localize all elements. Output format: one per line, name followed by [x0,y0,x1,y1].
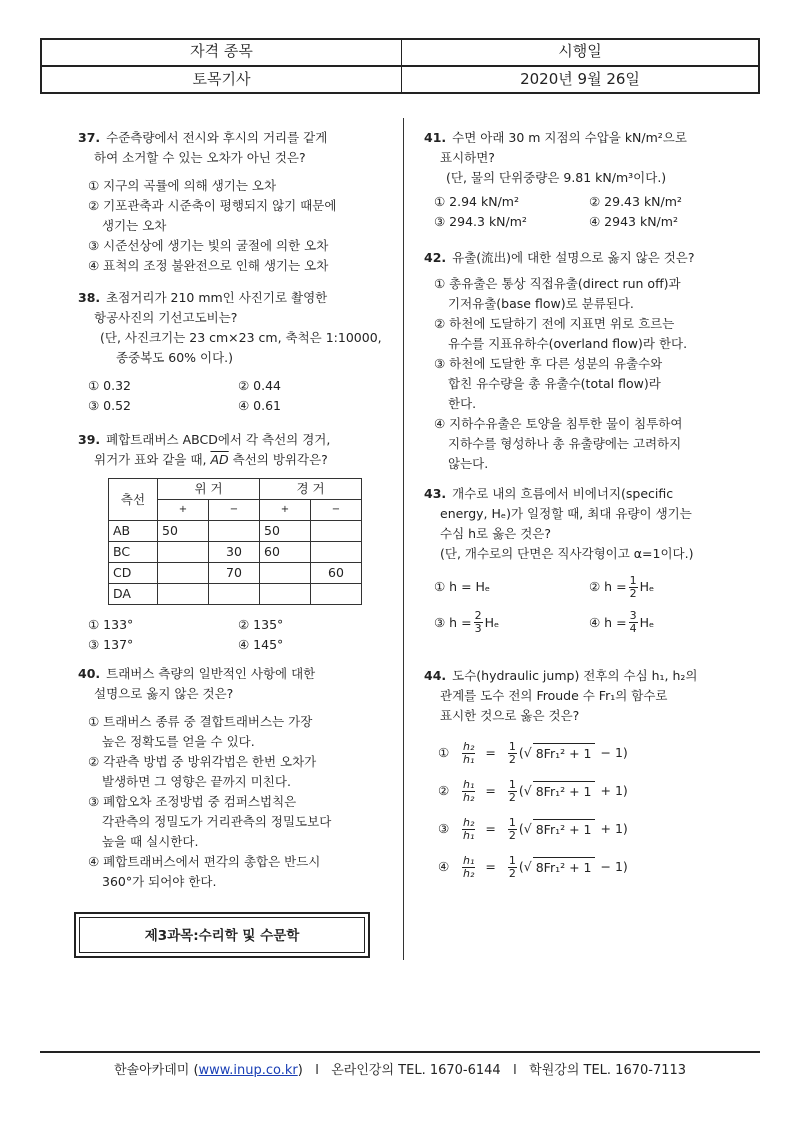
option-2-cont: 생기는 오차 [102,218,167,233]
numerator: 3 [629,609,637,622]
option-4: ④ 2943 kN/m² [589,214,678,229]
question-condition: (단, 사진크기는 23 cm×23 cm, 축척은 1:10000, [100,330,382,345]
question-number: 44. [424,668,447,683]
option-3-cont: 합친 유수량을 총 유출수(total flow)라 [448,376,661,391]
numerator: 1 [629,573,637,587]
numerator: 2 [474,609,482,622]
radicand: 8Fr₁² + 1 [533,781,595,802]
radical-sign: √ [523,783,532,798]
formula-tail: + 1) [600,783,628,798]
option-3: ③ 137° [88,637,134,652]
question-number: 38. [78,290,101,305]
option-2 [589,575,744,600]
option-3 [434,610,589,635]
fraction [508,855,517,880]
table-header-departure: 경 거 [260,479,362,500]
paren: ( [518,745,524,760]
numerator: h₂ [463,815,475,829]
table-cell: 50 [260,521,311,542]
radical-sign: √ [523,859,532,874]
question-condition: 종중복도 60% 이다.) [116,350,234,365]
option-4-cont: 지하수를 형성하나 총 유출량에는 고려하지 [448,436,682,451]
numerator: 1 [508,853,516,867]
question-text: 폐합트래버스 ABCD에서 각 측선의 경거, [106,432,331,447]
question-text: 관계를 도수 전의 Froude 수 Fr₁의 함수로 [440,688,668,703]
formula-tail: − 1) [600,859,628,874]
table-cell: 60 [311,563,362,584]
formula-tail: + 1) [600,821,628,836]
question-39 [78,430,388,655]
question-text: 도수(hydraulic jump) 전후의 수심 h₁, h₂의 [452,668,698,683]
question-text: 측선의 방위각은? [232,452,328,467]
paren: ( [518,783,524,798]
option-1: ① 트래버스 종류 중 결합트래버스는 가장 [88,714,313,729]
option-4: ④ 표척의 조정 불완전으로 인해 생기는 오차 [88,258,329,273]
table-cell [158,542,209,563]
option-3-cont: 높을 때 실시한다. [102,834,199,849]
footer-separator: l [315,1063,319,1078]
variable: Hₑ [484,614,500,630]
question-text: 초점거리가 210 mm인 사진기로 촬영한 [106,290,328,305]
fraction [462,817,475,842]
footer-online-tel: 온라인강의 TEL. 1670-6144 [331,1063,501,1078]
table-subheader: + [260,500,311,521]
option-2: ② 135° [238,617,284,632]
header-label-subject: 자격 종목 [190,42,253,60]
traverse-table [108,478,362,605]
table-cell: DA [109,584,158,605]
question-number: 37. [78,130,101,145]
table-header-latitude: 위 거 [158,479,260,500]
table-cell: BC [109,542,158,563]
question-condition: (단, 물의 단위중량은 9.81 kN/m³이다.) [446,170,667,185]
option-4: ④ 0.61 [238,398,282,413]
paren: ( [518,821,524,836]
option-1: ① 0.32 [88,378,132,393]
numerator: h₁ [463,853,475,867]
option-2: ② 기포관축과 시준축이 평행되지 않기 때문에 [88,198,337,213]
radicand: 8Fr₁² + 1 [533,819,595,840]
fraction [629,575,638,600]
denominator: 3 [474,622,482,635]
option-label: ② h = [589,579,627,594]
option-4: ④ 145° [238,637,284,652]
option-1 [438,734,744,772]
numerator: h₂ [463,739,475,753]
question-number: 40. [78,666,101,681]
equals-sign: = [485,859,496,874]
option-1: ① 지구의 곡률에 의해 생기는 오차 [88,178,277,193]
fraction [462,779,475,804]
footer [40,1051,760,1078]
header-label-date: 시행일 [558,42,602,60]
radical-sign: √ [523,821,532,836]
fraction [508,817,517,842]
radicand: 8Fr₁² + 1 [533,857,595,878]
option-2: ② 0.44 [238,378,282,393]
table-row [109,542,362,563]
question-43 [424,484,744,635]
table-cell [311,584,362,605]
question-text: 수심 h로 옳은 것은? [440,526,552,541]
question-38 [78,288,388,416]
question-number: 41. [424,130,447,145]
footer-academy: 한솔아카데미 ( [113,1063,199,1078]
option-label: ③ [438,821,450,836]
denominator: h₁ [463,828,475,842]
question-42 [424,248,744,474]
table-cell [158,584,209,605]
denominator: 2 [508,790,516,804]
option-3: ③ 시준선상에 생기는 빛의 굴절에 의한 오차 [88,238,329,253]
question-37 [78,128,388,276]
table-subheader: + [158,500,209,521]
header-date: 2020년 9월 26일 [520,70,640,88]
table-header-line: 측선 [109,479,158,521]
numerator: 1 [508,739,516,753]
numerator: h₁ [463,777,475,791]
option-3-cont: 한다. [448,396,477,411]
question-text: 수준측량에서 전시와 후시의 거리를 같게 [106,130,328,145]
option-label: ① [438,745,450,760]
question-number: 39. [78,432,101,447]
paren: ( [518,859,524,874]
option-label: ③ h = [434,614,472,630]
header-subject: 토목기사 [192,70,251,88]
option-2 [438,772,744,810]
table-subheader: − [209,500,260,521]
table-row [109,584,362,605]
option-2-cont: 유수를 지표유하수(overland flow)라 한다. [448,336,688,351]
numerator: 1 [508,815,516,829]
table-row [109,563,362,584]
table-cell: 30 [209,542,260,563]
fraction [629,610,638,635]
option-4: ④ 지하수유출은 토양을 침투한 물이 침투하여 [434,416,683,431]
question-text: 설명으로 옳지 않은 것은? [94,686,234,701]
question-text: 트래버스 측량의 일반적인 사항에 대한 [106,666,316,681]
table-cell: AB [109,521,158,542]
option-1-cont: 높은 정확도를 얻을 수 있다. [102,734,255,749]
option-1: ① 133° [88,617,134,632]
fraction [474,610,483,635]
table-cell: 60 [260,542,311,563]
question-text: 하여 소거할 수 있는 오차가 아닌 것은? [94,150,306,165]
option-3: ③ 폐합오차 조정방법 중 컴퍼스법칙은 [88,794,297,809]
equals-sign: = [485,745,496,760]
section-title: 제3과목:수리학 및 수문학 [79,917,365,953]
formula-tail: − 1) [600,745,628,760]
option-3: ③ 0.52 [88,398,132,413]
table-cell [311,542,362,563]
table-subheader: − [311,500,362,521]
denominator: h₂ [463,866,475,880]
question-number: 42. [424,250,447,265]
option-3: ③ 하천에 도달한 후 다른 성분의 유출수와 [434,356,663,371]
exam-header-table [40,38,760,94]
denominator: h₁ [463,752,475,766]
option-label: ④ h = [589,614,627,630]
footer-offline-tel: 학원강의 TEL. 1670-7113 [529,1063,687,1078]
option-4-cont: 360°가 되어야 한다. [102,874,217,889]
table-cell [209,584,260,605]
question-40 [78,664,388,892]
section-title-box [74,912,370,958]
table-cell: 70 [209,563,260,584]
denominator: 2 [629,586,637,600]
option-2: ② 하천에 도달하기 전에 지표면 위로 흐르는 [434,316,675,331]
option-2-cont: 발생하면 그 영향은 끝까지 미친다. [102,774,291,789]
question-text: energy, Hₑ)가 일정할 때, 최대 유량이 생기는 [440,506,692,521]
option-2: ② 29.43 kN/m² [589,194,682,209]
option-label: ② [438,783,450,798]
denominator: 4 [629,622,637,635]
option-4 [438,848,744,886]
radicand: 8Fr₁² + 1 [533,743,595,764]
question-41 [424,128,744,232]
option-1-cont: 기저유출(base flow)로 분류된다. [448,296,634,311]
table-cell [158,563,209,584]
denominator: 2 [508,828,516,842]
question-text: 항공사진의 기선고도비는? [94,310,238,325]
question-text: 위거가 표와 같을 때, [94,452,207,467]
denominator: 2 [508,752,516,766]
footer-website-link[interactable]: www.inup.co.kr [198,1063,298,1078]
option-label: ④ [438,859,450,874]
table-cell [260,584,311,605]
question-text: 유출(流出)에 대한 설명으로 옳지 않은 것은? [452,250,695,265]
table-cell: CD [109,563,158,584]
footer-separator: l [513,1063,517,1078]
question-text: 개수로 내의 흐름에서 비에너지(specific [452,486,674,501]
numerator: 1 [508,777,516,791]
radical-sign: √ [523,745,532,760]
fraction [508,741,517,766]
question-number: 43. [424,486,447,501]
option-3-cont: 각관측의 정밀도가 거리관측의 정밀도보다 [102,814,332,829]
table-cell [209,521,260,542]
fraction [462,855,475,880]
option-4-cont: 않는다. [448,456,489,471]
equals-sign: = [485,821,496,836]
option-4 [589,610,744,635]
table-cell [260,563,311,584]
option-3: ③ 294.3 kN/m² [434,214,527,229]
column-divider [403,118,404,960]
question-text: 수면 아래 30 m 지점의 수압을 kN/m²으로 [452,130,687,145]
question-condition: (단, 개수로의 단면은 직사각형이고 α=1이다.) [440,546,694,561]
line-ad-symbol: $\overline{AD}$ [210,452,229,467]
option-1: ① 총유출은 통상 직접유출(direct run off)과 [434,276,681,291]
variable: Hₑ [639,579,655,594]
fraction [462,741,475,766]
question-text: 표시하면? [440,150,495,165]
option-1: ① h = Hₑ [434,579,491,594]
option-2: ② 각관측 방법 중 방위각법은 한번 오차가 [88,754,317,769]
equals-sign: = [485,783,496,798]
variable: Hₑ [639,614,655,630]
table-cell: 50 [158,521,209,542]
option-4: ④ 폐합트래버스에서 편각의 총합은 반드시 [88,854,321,869]
table-row [109,521,362,542]
option-1: ① 2.94 kN/m² [434,194,519,209]
denominator: 2 [508,866,516,880]
fraction [508,779,517,804]
question-text: 표시한 것으로 옳은 것은? [440,708,580,723]
footer-paren: ) [297,1063,303,1078]
denominator: h₂ [463,790,475,804]
table-cell [311,521,362,542]
option-3 [438,810,744,848]
question-44 [424,666,744,886]
